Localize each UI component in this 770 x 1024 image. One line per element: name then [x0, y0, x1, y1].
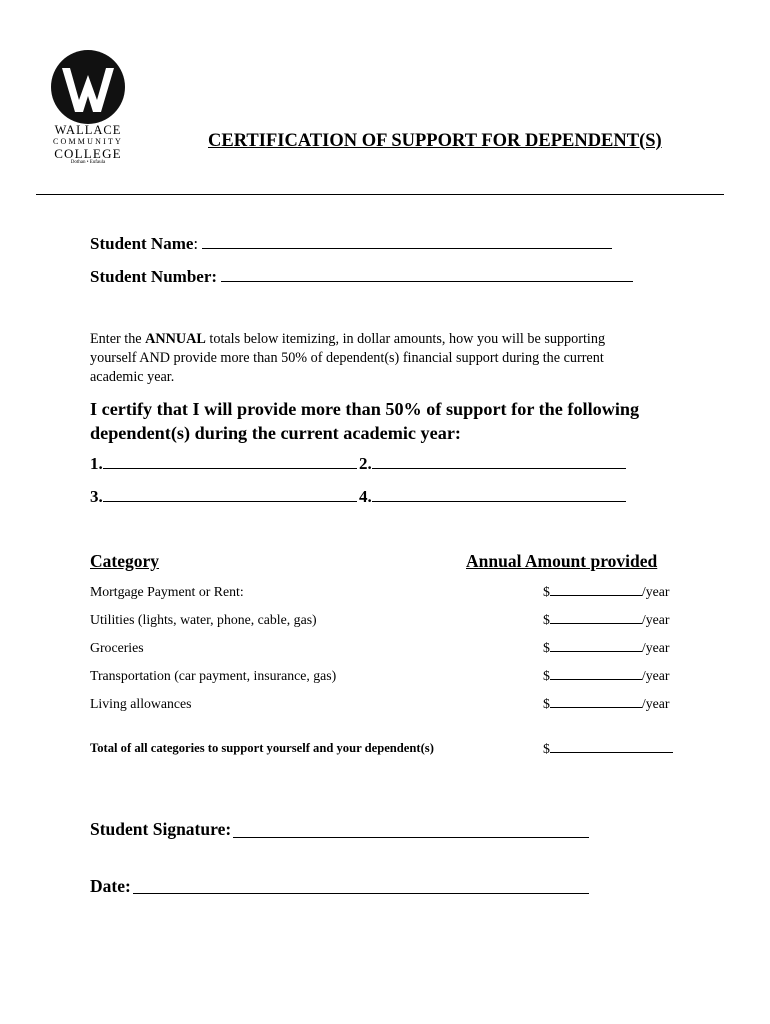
- currency-sign: $: [543, 584, 550, 599]
- currency-sign: $: [543, 696, 550, 711]
- dependent-1: [90, 454, 357, 474]
- dependent-3-label: 3.: [90, 487, 103, 506]
- amount-living: [543, 696, 669, 712]
- instructions-pre: Enter the: [90, 331, 146, 347]
- amount-groceries: [543, 640, 669, 656]
- dependent-4: [359, 487, 626, 507]
- instructions-text: [90, 330, 650, 387]
- amount-total: [543, 741, 673, 757]
- logo-text-wallace: WALLACE: [54, 123, 122, 137]
- certify-statement: I certify that I will provide more than 50% of support for the following dependent(s) during the current academic year:: [90, 399, 640, 443]
- dependent-1-field[interactable]: [103, 456, 357, 469]
- student-number-row: [90, 267, 633, 287]
- currency-sign: $: [543, 612, 550, 627]
- student-name-field[interactable]: [202, 236, 612, 249]
- student-name-colon: :: [193, 234, 203, 253]
- currency-sign: $: [543, 668, 550, 683]
- amount-transportation: [543, 668, 669, 684]
- dependent-4-label: 4.: [359, 487, 372, 506]
- signature-label: Student Signature:: [90, 819, 232, 839]
- amount-header: Annual Amount provided: [466, 551, 658, 571]
- instructions-emphasis: ANNUAL: [145, 331, 206, 347]
- per-year-label: /year: [641, 584, 670, 599]
- per-year-label: /year: [641, 640, 670, 655]
- student-number-label: Student Number:: [90, 267, 222, 286]
- amount-transportation-field[interactable]: [550, 669, 642, 680]
- dependent-2: [359, 454, 626, 474]
- amount-living-field[interactable]: [550, 697, 642, 708]
- category-row-living: Living allowances: [90, 696, 192, 711]
- category-row-utilities: Utilities (lights, water, phone, cable, gas): [90, 612, 317, 627]
- total-label: Total of all categories to support yourself and your dependent(s): [90, 741, 434, 755]
- logo-text-campuses: Dothan • Eufaula: [70, 160, 106, 165]
- dependent-2-label: 2.: [359, 454, 372, 473]
- dependent-2-field[interactable]: [372, 456, 626, 469]
- dependent-1-label: 1.: [90, 454, 103, 473]
- per-year-label: /year: [641, 668, 670, 683]
- amount-utilities: [543, 612, 669, 628]
- student-name-row: [90, 234, 612, 254]
- logo-text-community: COMMUNITY: [52, 137, 124, 146]
- amount-total-field[interactable]: [550, 742, 673, 753]
- header-divider: [36, 194, 724, 195]
- dependent-3: [90, 487, 357, 507]
- per-year-label: /year: [641, 612, 670, 627]
- amount-mortgage-field[interactable]: [550, 585, 642, 596]
- amount-utilities-field[interactable]: [550, 613, 642, 624]
- currency-sign: $: [543, 741, 550, 756]
- amount-mortgage: [543, 584, 669, 600]
- date-field[interactable]: [133, 893, 589, 894]
- student-name-label: Student Name: [90, 234, 194, 253]
- per-year-label: /year: [641, 696, 670, 711]
- instructions-post: totals below itemizing, in dollar amounts, how you will be supporting yourself AND provide more than 50% of dependent(s) financial support during the current academic year.: [90, 331, 606, 385]
- category-row-groceries: Groceries: [90, 640, 144, 655]
- dependent-3-field[interactable]: [103, 489, 357, 502]
- signature-field[interactable]: [233, 837, 589, 838]
- logo-text-college: COLLEGE: [54, 146, 122, 161]
- dependent-4-field[interactable]: [372, 489, 626, 502]
- currency-sign: $: [543, 640, 550, 655]
- category-row-transportation: Transportation (car payment, insurance, gas): [90, 668, 337, 683]
- form-title: CERTIFICATION OF SUPPORT FOR DEPENDENT(S): [208, 131, 662, 151]
- category-row-mortgage: Mortgage Payment or Rent:: [90, 584, 244, 599]
- category-header: Category: [90, 551, 160, 571]
- date-label: Date:: [90, 876, 131, 896]
- amount-groceries-field[interactable]: [550, 641, 642, 652]
- student-number-field[interactable]: [221, 269, 633, 282]
